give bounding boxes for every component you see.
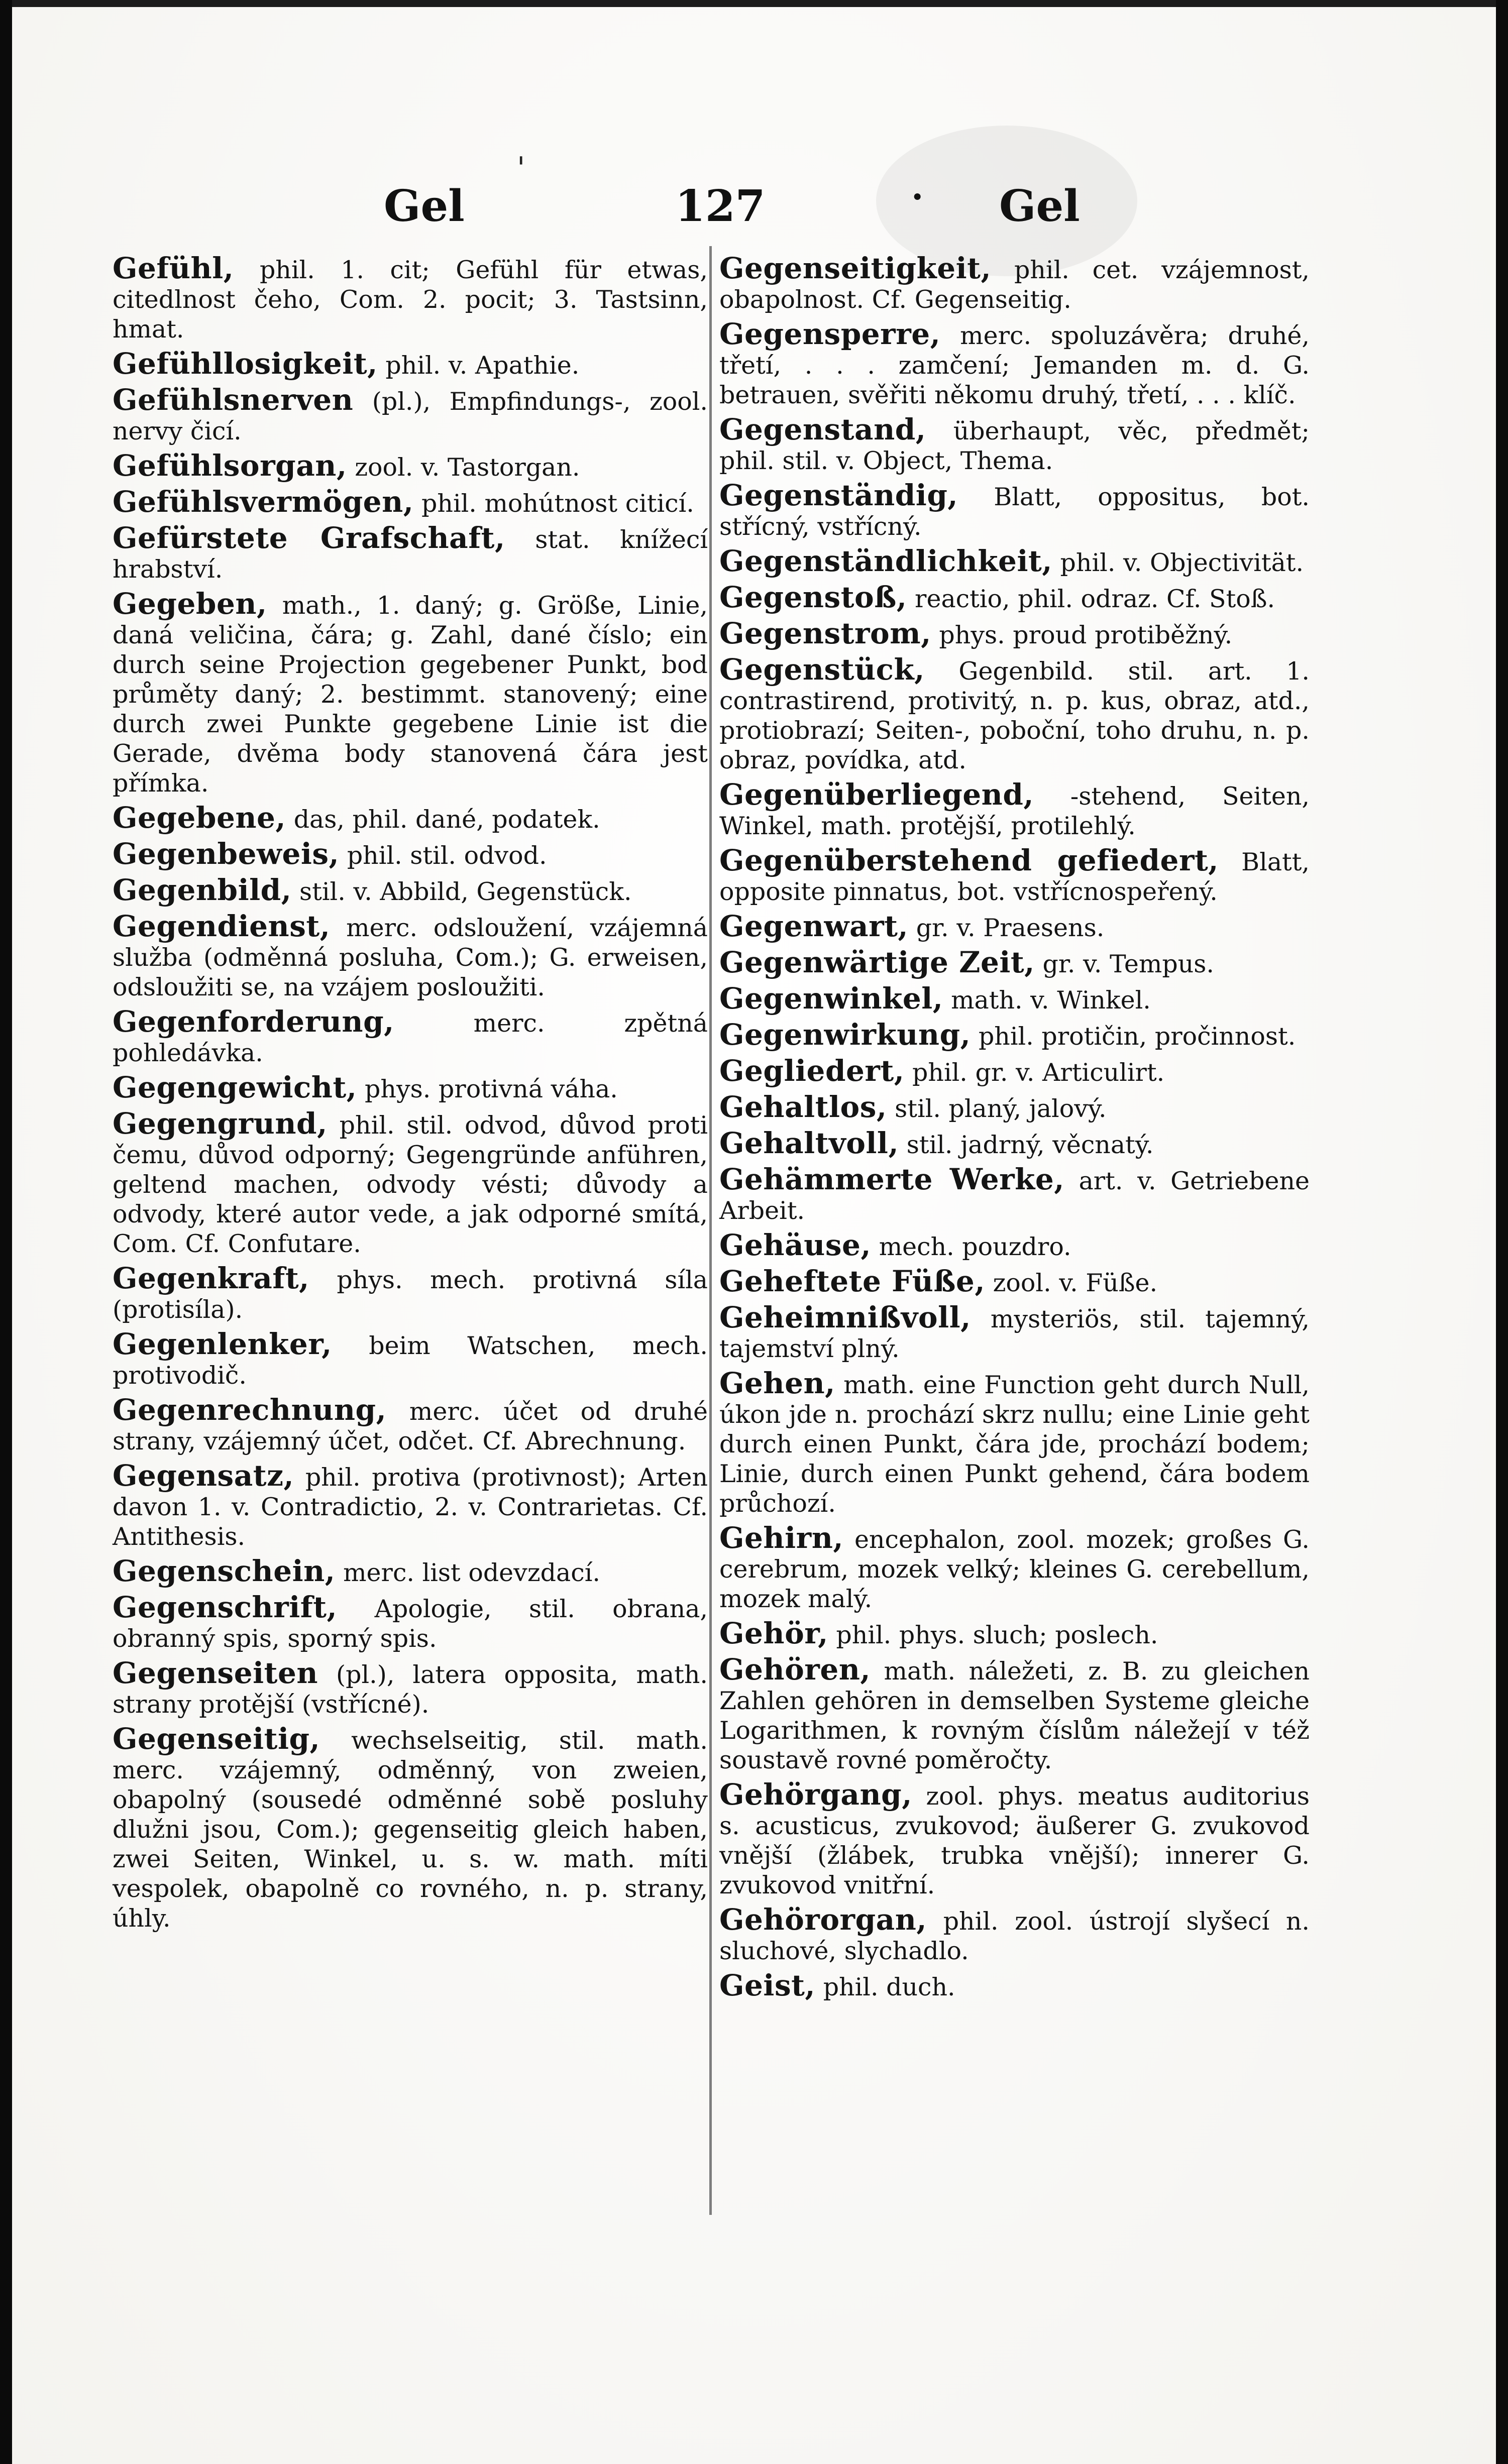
entry-definition: phys. protivná váha. bbox=[365, 1075, 618, 1103]
dictionary-entry bbox=[719, 412, 1310, 476]
entry-headword: Gefürstete Grafschaft, bbox=[113, 521, 505, 555]
entry-headword: Gegenbild, bbox=[113, 873, 292, 907]
dictionary-entry bbox=[113, 1556, 708, 1588]
entry-headword: Gegenüberstehend gefiedert, bbox=[719, 843, 1219, 877]
header-dot: · bbox=[911, 176, 924, 217]
dictionary-entry bbox=[719, 1300, 1310, 1364]
entry-headword: Gefühlsorgan, bbox=[113, 449, 347, 483]
entry-definition: Blatt, opposite pinnatus, bot. vstřícnospeřený. bbox=[719, 848, 1310, 906]
dictionary-entry bbox=[719, 843, 1310, 907]
entry-headword: Gegenwinkel, bbox=[719, 981, 943, 1016]
entry-headword: Gehören, bbox=[719, 1652, 871, 1687]
dictionary-entry bbox=[719, 1020, 1310, 1051]
entry-headword: Gegenstand, bbox=[719, 412, 926, 446]
entry-headword: Gegendienst, bbox=[113, 909, 331, 943]
entry-definition: math. eine Function geht durch Null, úkon jde n. prochází skrz nullu; eine Linie geht durch einen Punkt, čára jde, prochází bodem; Linie, durch einen Punkt gehend, čára bodem průchozí. bbox=[719, 1371, 1310, 1518]
dictionary-entry bbox=[719, 945, 1310, 979]
dictionary-entry bbox=[719, 777, 1310, 841]
dictionary-entry bbox=[719, 1652, 1310, 1775]
dictionary-entry bbox=[719, 652, 1310, 775]
entry-definition: merc. účet od druhé strany, vzájemný účet, odčet. Cf. Abrechnung. bbox=[113, 1397, 708, 1455]
entry-definition: zool. v. Füße. bbox=[993, 1269, 1158, 1297]
entry-definition: gr. v. Praesens. bbox=[916, 914, 1105, 942]
entry-headword: Gehäuse, bbox=[719, 1228, 872, 1262]
dictionary-entry bbox=[113, 1329, 708, 1390]
entry-headword: Gegengewicht, bbox=[113, 1070, 357, 1104]
dictionary-entry bbox=[719, 1162, 1310, 1225]
entry-definition: phil. stil. odvod, důvod proti čemu, důvod odporný; Gegengründe anführen, geltend machen, odvody vésti; důvody a odvody, které autor vede, a jak odporné smítá, Com. Cf. Confutare. bbox=[113, 1111, 708, 1258]
dictionary-entry bbox=[719, 251, 1310, 314]
entry-headword: Gefühlsvermögen, bbox=[113, 485, 414, 519]
dictionary-entry bbox=[719, 478, 1310, 541]
top-edge-line bbox=[12, 0, 1496, 7]
left-guide-word: Gel bbox=[384, 181, 465, 232]
entry-definition: phil. phys. sluch; poslech. bbox=[836, 1621, 1158, 1649]
entry-headword: Geheimnißvoll, bbox=[719, 1300, 971, 1334]
dictionary-entry bbox=[719, 1366, 1310, 1518]
entry-definition: phil. cet. vzájemnost, obapolnost. Cf. Gegenseitig. bbox=[719, 256, 1310, 314]
dictionary-entry bbox=[719, 981, 1310, 1016]
dictionary-entry bbox=[113, 875, 708, 907]
entry-definition: phil. protiva (protivnost); Arten davon 1. v. Contradictio, 2. v. Contrarietas. Cf. Antithesis. bbox=[113, 1463, 708, 1551]
entry-definition: -stehend, Seiten, Winkel, math. protější, protilehlý. bbox=[719, 782, 1310, 840]
entry-headword: Gegenwärtige Zeit, bbox=[719, 945, 1035, 979]
entry-headword: Gegebene, bbox=[113, 801, 286, 835]
entry-headword: Gegenständig, bbox=[719, 478, 958, 512]
dictionary-entry bbox=[113, 803, 708, 834]
dictionary-entry bbox=[113, 909, 708, 1002]
entry-definition: phil. duch. bbox=[823, 1973, 955, 2001]
entry-definition: (pl.), Empfindungs-, zool. nervy čicí. bbox=[113, 387, 708, 445]
dictionary-entry bbox=[113, 1590, 708, 1653]
entry-headword: Gegenstrom, bbox=[719, 616, 931, 650]
printer-mark: ' bbox=[517, 151, 525, 186]
entry-headword: Gegengrund, bbox=[113, 1106, 328, 1141]
entry-headword: Gegliedert, bbox=[719, 1054, 905, 1088]
entry-headword: Gehämmerte Werke, bbox=[719, 1162, 1064, 1196]
dictionary-entry bbox=[113, 451, 708, 482]
entry-definition: phys. proud protiběžný. bbox=[939, 621, 1233, 649]
entry-headword: Gegenüberliegend, bbox=[719, 777, 1034, 812]
dictionary-entry bbox=[113, 251, 708, 344]
entry-definition: phil. zool. ústrojí slyšecí n. sluchové, slychadlo. bbox=[719, 1907, 1310, 1965]
dictionary-entry bbox=[719, 1126, 1310, 1160]
right-column bbox=[719, 251, 1310, 2007]
dictionary-entry bbox=[113, 1261, 708, 1324]
entry-definition: merc. spoluzávěra; druhé, třetí, . . . zamčení; Jemanden m. d. G. betrauen, svěřiti někomu druhý, třetí, . . . klíč. bbox=[719, 321, 1310, 409]
entry-headword: Gehörgang, bbox=[719, 1777, 912, 1812]
right-guide-word: Gel bbox=[999, 181, 1080, 232]
entry-headword: Geist, bbox=[719, 1968, 816, 2002]
entry-definition: überhaupt, věc, předmět; phil. stil. v. Object, Thema. bbox=[719, 417, 1310, 475]
entry-definition: Apologie, stil. obrana, obranný spis, sporný spis. bbox=[113, 1595, 708, 1653]
entry-headword: Gegenkraft, bbox=[113, 1261, 309, 1295]
entry-definition: phil. gr. v. Articulirt. bbox=[912, 1058, 1165, 1087]
dictionary-entry bbox=[113, 589, 708, 798]
entry-headword: Gegeben, bbox=[113, 587, 267, 621]
dictionary-entry bbox=[719, 1968, 1310, 2002]
dictionary-entry bbox=[113, 1395, 708, 1456]
dictionary-entry bbox=[113, 1070, 708, 1104]
entry-headword: Gegensperre, bbox=[719, 317, 941, 351]
entry-definition: phil. protičin, pročinnost. bbox=[978, 1022, 1296, 1051]
dictionary-entry bbox=[719, 616, 1310, 650]
dictionary-entry bbox=[113, 1106, 708, 1259]
dictionary-entry bbox=[113, 523, 708, 584]
entry-definition: stat. knížecí hrabství. bbox=[113, 525, 708, 584]
entry-definition: math. v. Winkel. bbox=[951, 986, 1151, 1015]
entry-definition: math. náležeti, z. B. zu gleichen Zahlen gehören in demselben Systeme gleiche Logarithmen, k rovným číslům náležejí v též soustavě rovné poměročty. bbox=[719, 1657, 1310, 1774]
entry-headword: Geheftete Füße, bbox=[719, 1264, 986, 1298]
entry-definition: phil. 1. cit; Gefühl für etwas, citedlnost čeho, Com. 2. pocit; 3. Tastsinn, hmat. bbox=[113, 256, 708, 344]
entry-headword: Gefühl, bbox=[113, 251, 234, 285]
dictionary-entry bbox=[719, 1056, 1310, 1087]
dictionary-entry bbox=[719, 1264, 1310, 1298]
dictionary-entry bbox=[719, 1230, 1310, 1262]
entry-headword: Gegenschein, bbox=[113, 1554, 336, 1588]
entry-headword: Gegenbeweis, bbox=[113, 837, 340, 871]
entry-definition: zool. phys. meatus auditorius s. acusticus, zvukovod; äußerer G. zvukovod vnější (žlábek, trubka vnější); innerer G. zvukovod vnitřní. bbox=[719, 1782, 1310, 1899]
dictionary-entry bbox=[113, 1724, 708, 1933]
entry-headword: Gehaltvoll, bbox=[719, 1126, 899, 1160]
page-number: 127 bbox=[675, 181, 766, 232]
entry-headword: Gehirn, bbox=[719, 1521, 844, 1555]
entry-headword: Gegensatz, bbox=[113, 1459, 294, 1493]
entry-definition: zool. v. Tastorgan. bbox=[355, 453, 580, 482]
entry-headword: Gefühlsnerven bbox=[113, 383, 354, 417]
entry-headword: Gegenseitigkeit, bbox=[719, 251, 992, 285]
entry-headword: Gegenständlichkeit, bbox=[719, 544, 1052, 578]
entry-headword: Gegenstück, bbox=[719, 652, 925, 687]
entry-definition: merc. zpětná pohledávka. bbox=[113, 1009, 708, 1067]
entry-definition: stil. planý, jalový. bbox=[895, 1094, 1107, 1123]
dictionary-entry bbox=[719, 1616, 1310, 1650]
entry-definition: merc. list odevzdací. bbox=[343, 1558, 600, 1587]
entry-definition: das, phil. dané, podatek. bbox=[293, 805, 600, 834]
entry-definition: reactio, phil. odraz. Cf. Stoß. bbox=[915, 585, 1275, 613]
entry-definition: phil. stil. odvod. bbox=[347, 841, 547, 870]
entry-headword: Gegenwart, bbox=[719, 909, 909, 943]
entry-definition: encephalon, zool. mozek; großes G. cerebrum, mozek velký; kleines G. cerebellum, mozek malý. bbox=[719, 1525, 1310, 1613]
entry-definition: stil. jadrný, věcnatý. bbox=[906, 1131, 1154, 1159]
dictionary-entry bbox=[113, 839, 708, 870]
dictionary-entry bbox=[719, 546, 1310, 578]
entry-definition: phil. mohútnost citicí. bbox=[421, 489, 694, 518]
entry-definition: (pl.), latera opposita, math. strany protější (vstřícné). bbox=[113, 1660, 708, 1719]
dictionary-page bbox=[12, 0, 1496, 2464]
entry-headword: Gehör, bbox=[719, 1616, 828, 1650]
entry-definition: stil. v. Abbild, Gegenstück. bbox=[299, 877, 632, 906]
entry-headword: Gegenseitig, bbox=[113, 1722, 320, 1756]
entry-definition: merc. odsloužení, vzájemná služba (odměnná posluha, Com.); G. erweisen, odsloužiti se, na vzájem posloužiti. bbox=[113, 914, 708, 1001]
dictionary-entry bbox=[113, 1461, 708, 1551]
entry-definition: phil. v. Objectivität. bbox=[1060, 548, 1304, 577]
dictionary-entry bbox=[719, 1777, 1310, 1900]
dictionary-entry bbox=[719, 1092, 1310, 1124]
entry-headword: Gegenwirkung, bbox=[719, 1018, 971, 1052]
entry-definition: Blatt, oppositus, bot. střícný, vstřícný. bbox=[719, 483, 1310, 541]
entry-definition: wechselseitig, stil. math. merc. vzájemný, odměnný, von zweien, obapolný (sousedé odměnné sobě posluhy dlužni jsou, Com.); gegenseitig gleich haben, zwei Seiten, Winkel, u. s. w. math. míti vespolek, obapolně co rovného, n. p. strany, úhly. bbox=[113, 1726, 708, 1933]
entry-definition: mysteriös, stil. tajemný, tajemství plný. bbox=[719, 1305, 1310, 1363]
entry-headword: Gefühllosigkeit, bbox=[113, 347, 378, 381]
entry-headword: Gegenlenker, bbox=[113, 1327, 332, 1361]
entry-headword: Gegenseiten bbox=[113, 1656, 318, 1690]
entry-headword: Gegenstoß, bbox=[719, 580, 907, 614]
dictionary-entry bbox=[113, 487, 708, 518]
entry-definition: beim Watschen, mech. protivodič. bbox=[113, 1331, 708, 1390]
dictionary-entry bbox=[719, 909, 1310, 943]
left-column bbox=[113, 251, 708, 1938]
entry-definition: art. v. Getriebene Arbeit. bbox=[719, 1167, 1310, 1225]
running-header bbox=[12, 176, 1496, 241]
entry-headword: Gehaltlos, bbox=[719, 1090, 887, 1124]
entry-definition: math., 1. daný; g. Größe, Linie, daná veličina, čára; g. Zahl, dané číslo; ein durch seine Projection gegebener Punkt, bod průměty daný; 2. bestimmt. stanovený; eine durch zwei Punkte gegebene Linie ist die Gerade, dvěma body stanovená čára jest přímka. bbox=[113, 591, 708, 798]
dictionary-entry bbox=[113, 385, 708, 446]
dictionary-entry bbox=[719, 1902, 1310, 1966]
dictionary-entry bbox=[113, 1658, 708, 1719]
entry-definition: gr. v. Tempus. bbox=[1042, 950, 1215, 978]
dictionary-entry bbox=[719, 319, 1310, 410]
dictionary-entry bbox=[719, 1523, 1310, 1614]
entry-headword: Gegenforderung, bbox=[113, 1004, 394, 1039]
entry-headword: Gehen, bbox=[719, 1366, 835, 1400]
entry-definition: Gegenbild. stil. art. 1. contrastirend, protivitý, n. p. kus, obraz, atd., protiobrazí; Seiten-, poboční, toho druhu, n. p. obraz, povídka, atd. bbox=[719, 657, 1310, 774]
column-divider bbox=[709, 246, 712, 2215]
entry-definition: phys. mech. protivná síla (protisíla). bbox=[113, 1266, 708, 1324]
entry-definition: mech. pouzdro. bbox=[879, 1233, 1071, 1261]
entry-headword: Gegenrechnung, bbox=[113, 1393, 387, 1427]
entry-definition: phil. v. Apathie. bbox=[385, 351, 580, 380]
dictionary-entry bbox=[113, 1004, 708, 1068]
entry-headword: Gehörorgan, bbox=[719, 1902, 927, 1937]
dictionary-entry bbox=[719, 580, 1310, 614]
entry-headword: Gegenschrift, bbox=[113, 1590, 338, 1624]
dictionary-entry bbox=[113, 349, 708, 380]
